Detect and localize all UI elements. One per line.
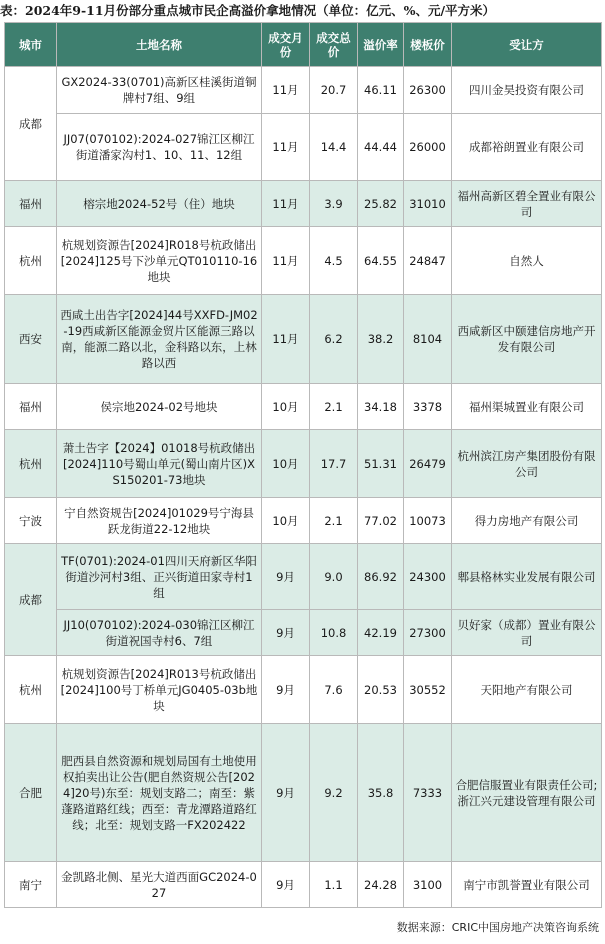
header-city: 城市	[5, 23, 57, 67]
table-row	[5, 227, 602, 295]
cell-month: 9月	[262, 610, 310, 656]
cell-premium-rate: 44.44	[358, 114, 404, 181]
cell-city: 合肥	[5, 724, 57, 862]
cell-month: 11月	[262, 181, 310, 227]
table-row	[5, 67, 602, 114]
cell-city: 福州	[5, 384, 57, 430]
table-row	[5, 610, 602, 656]
table-row	[5, 181, 602, 227]
cell-floor-price: 24300	[404, 544, 452, 610]
cell-total-price: 9.2	[310, 724, 358, 862]
cell-total-price: 1.1	[310, 862, 358, 908]
cell-city: 福州	[5, 181, 57, 227]
cell-city: 成都	[5, 67, 57, 181]
cell-total-price: 4.5	[310, 227, 358, 295]
table-row	[5, 384, 602, 430]
cell-month: 10月	[262, 498, 310, 544]
cell-month: 9月	[262, 656, 310, 724]
cell-land-name: TF(0701):2024-01四川天府新区华阳街道沙河村3组、正兴街道田家寺村1组	[57, 544, 262, 610]
cell-city: 成都	[5, 544, 57, 656]
cell-premium-rate: 46.11	[358, 67, 404, 114]
table-row	[5, 724, 602, 862]
cell-premium-rate: 20.53	[358, 656, 404, 724]
table-row	[5, 862, 602, 908]
cell-land-name: 侯宗地2024-02号地块	[57, 384, 262, 430]
table-row	[5, 656, 602, 724]
cell-premium-rate: 42.19	[358, 610, 404, 656]
cell-buyer: 合肥信服置业有限责任公司;浙江兴元建设管理有限公司	[452, 724, 602, 862]
cell-floor-price: 30552	[404, 656, 452, 724]
cell-month: 11月	[262, 114, 310, 181]
cell-city: 杭州	[5, 227, 57, 295]
cell-floor-price: 27300	[404, 610, 452, 656]
cell-premium-rate: 24.28	[358, 862, 404, 908]
header-row	[5, 23, 602, 67]
table-row	[5, 430, 602, 498]
cell-month: 11月	[262, 67, 310, 114]
cell-buyer: 郫县格林实业发展有限公司	[452, 544, 602, 610]
cell-month: 9月	[262, 544, 310, 610]
cell-buyer: 南宁市凯誉置业有限公司	[452, 862, 602, 908]
cell-floor-price: 3100	[404, 862, 452, 908]
cell-month: 10月	[262, 430, 310, 498]
cell-floor-price: 8104	[404, 295, 452, 384]
cell-premium-rate: 77.02	[358, 498, 404, 544]
cell-total-price: 17.7	[310, 430, 358, 498]
cell-land-name: 杭规划资源告[2024]R013号杭政储出[2024]100号丁桥单元JG0405-03b地块	[57, 656, 262, 724]
cell-month: 9月	[262, 862, 310, 908]
cell-total-price: 14.4	[310, 114, 358, 181]
cell-premium-rate: 25.82	[358, 181, 404, 227]
cell-premium-rate: 86.92	[358, 544, 404, 610]
cell-floor-price: 26479	[404, 430, 452, 498]
table-row	[5, 544, 602, 610]
cell-premium-rate: 38.2	[358, 295, 404, 384]
cell-premium-rate: 34.18	[358, 384, 404, 430]
table-title: 表：2024年9-11月份部分重点城市民企高溢价拿地情况（单位：亿元、%、元/平方米）	[0, 3, 496, 18]
cell-total-price: 2.1	[310, 384, 358, 430]
header-floor-price: 楼板价	[404, 23, 452, 67]
table-row	[5, 295, 602, 384]
cell-buyer: 贝好家（成都）置业有限公司	[452, 610, 602, 656]
cell-buyer: 天阳地产有限公司	[452, 656, 602, 724]
cell-total-price: 20.7	[310, 67, 358, 114]
cell-month: 9月	[262, 724, 310, 862]
cell-premium-rate: 64.55	[358, 227, 404, 295]
cell-land-name: 杭规划资源告[2024]R018号杭政储出[2024]125号下沙单元QT010110-16地块	[57, 227, 262, 295]
cell-land-name: JJ07(070102):2024-027锦江区柳江街道潘家沟村1、10、11、12组	[57, 114, 262, 181]
header-month: 成交月份	[262, 23, 310, 67]
cell-total-price: 6.2	[310, 295, 358, 384]
cell-land-name: 肥西县自然资源和规划局国有土地使用权拍卖出让公告(肥自然资规公告[2024]20号)东至：规划支路二；南至：紫蓬路道路红线；西至：青龙潭路道路红线；北至：规划支路一FX202422	[57, 724, 262, 862]
cell-land-name: 金凯路北侧、星光大道西面GC2024-027	[57, 862, 262, 908]
cell-buyer: 成都裕朗置业有限公司	[452, 114, 602, 181]
cell-floor-price: 26300	[404, 67, 452, 114]
cell-floor-price: 7333	[404, 724, 452, 862]
header-buyer: 受让方	[452, 23, 602, 67]
cell-city: 杭州	[5, 656, 57, 724]
cell-total-price: 10.8	[310, 610, 358, 656]
cell-land-name: 西咸土出告字[2024]44号XXFD-JM02-19西咸新区能源金贸片区能源三路以南，能源二路以北，金科路以东，上林路以西	[57, 295, 262, 384]
cell-land-name: 榕宗地2024-52号（住）地块	[57, 181, 262, 227]
cell-floor-price: 31010	[404, 181, 452, 227]
cell-total-price: 7.6	[310, 656, 358, 724]
cell-total-price: 3.9	[310, 181, 358, 227]
cell-buyer: 自然人	[452, 227, 602, 295]
cell-buyer: 得力房地产有限公司	[452, 498, 602, 544]
cell-month: 11月	[262, 227, 310, 295]
cell-month: 10月	[262, 384, 310, 430]
cell-floor-price: 3378	[404, 384, 452, 430]
cell-buyer: 杭州滨江房产集团股份有限公司	[452, 430, 602, 498]
cell-total-price: 2.1	[310, 498, 358, 544]
header-premium-rate: 溢价率	[358, 23, 404, 67]
cell-total-price: 9.0	[310, 544, 358, 610]
cell-buyer: 西咸新区中颐建信房地产开发有限公司	[452, 295, 602, 384]
header-land-name: 土地名称	[57, 23, 262, 67]
cell-land-name: 宁自然资规告[2024]01029号宁海县跃龙街道22-12地块	[57, 498, 262, 544]
cell-city: 杭州	[5, 430, 57, 498]
cell-city: 西安	[5, 295, 57, 384]
cell-month: 11月	[262, 295, 310, 384]
cell-land-name: 萧土告字【2024】01018号杭政储出[2024]110号蜀山单元(蜀山南片区)XS150201-73地块	[57, 430, 262, 498]
cell-buyer: 福州高新区碧全置业有限公司	[452, 181, 602, 227]
cell-buyer: 福州渠城置业有限公司	[452, 384, 602, 430]
land-deals-table	[4, 22, 602, 908]
header-total-price: 成交总价	[310, 23, 358, 67]
cell-city: 宁波	[5, 498, 57, 544]
cell-floor-price: 24847	[404, 227, 452, 295]
table-row	[5, 114, 602, 181]
cell-floor-price: 10073	[404, 498, 452, 544]
data-source-note: 数据来源：CRIC中国房地产决策咨询系统	[396, 921, 599, 934]
cell-premium-rate: 51.31	[358, 430, 404, 498]
cell-city: 南宁	[5, 862, 57, 908]
cell-land-name: GX2024-33(0701)高新区桂溪街道铜牌村7组、9组	[57, 67, 262, 114]
cell-premium-rate: 35.8	[358, 724, 404, 862]
cell-buyer: 四川金昊投资有限公司	[452, 67, 602, 114]
cell-floor-price: 26000	[404, 114, 452, 181]
table-row	[5, 498, 602, 544]
cell-land-name: JJ10(070102):2024-030锦江区柳江街道祝国寺村6、7组	[57, 610, 262, 656]
